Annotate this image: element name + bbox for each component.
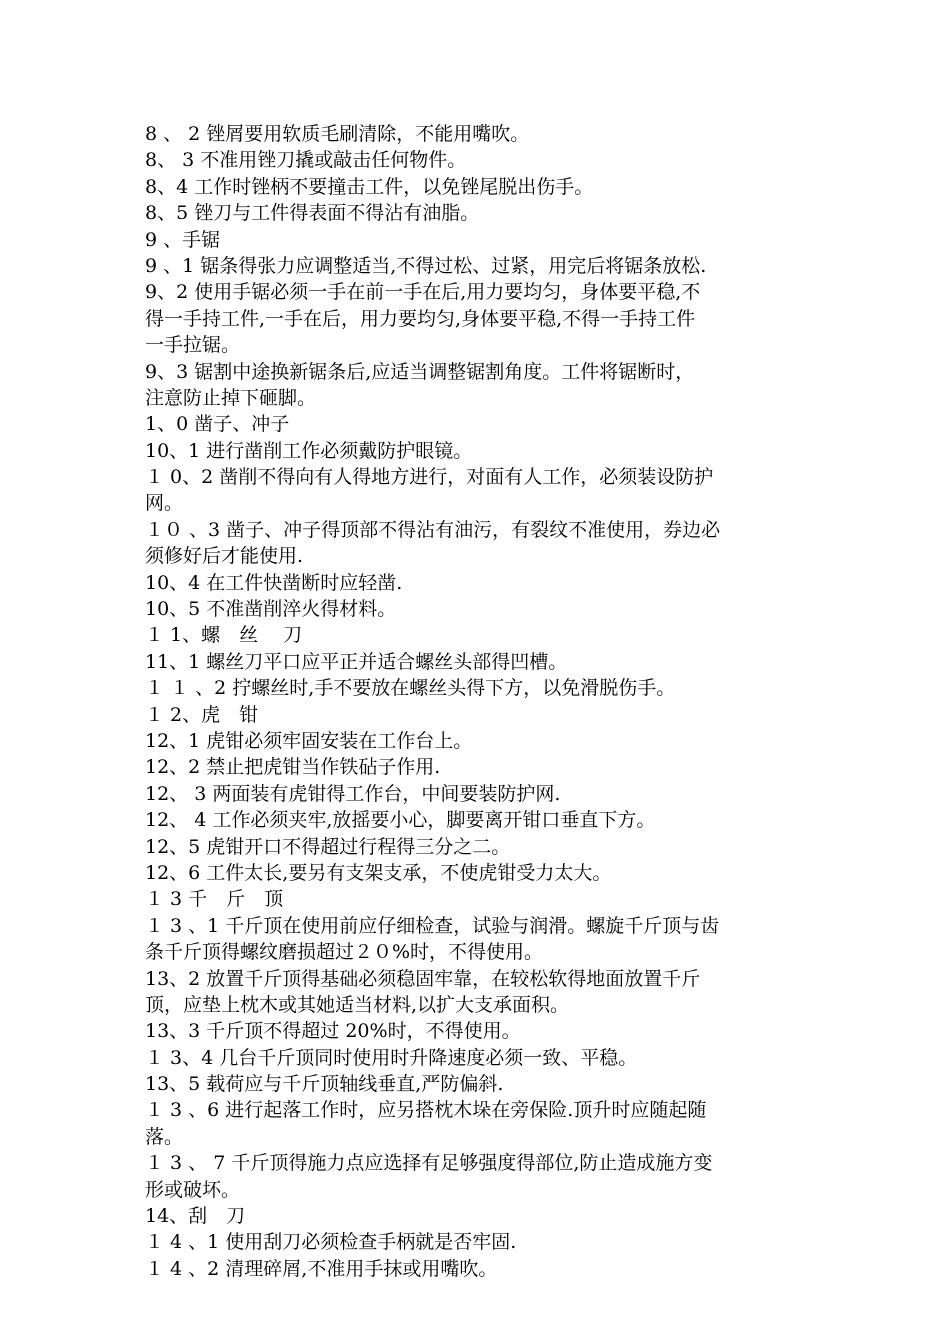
text-line: 9、3 锯割中途换新锯条后,应适当调整锯割角度。工件将锯断时，	[145, 360, 695, 383]
text-line: 须修好后才能使用.	[145, 545, 304, 568]
text-line: 12、 3 两面装有虎钳得工作台，中间要装防护网.	[145, 782, 561, 805]
text-line: １ 4 、2 清理碎屑,不准用手抹或用嘴吹。	[145, 1257, 498, 1280]
text-line: １ 3 、6 进行起落工作时，应另搭枕木垛在旁保险.顶升时应随起随	[145, 1099, 707, 1122]
text-line: 网。	[145, 492, 184, 515]
text-line: 注意防止掉下砸脚。	[145, 386, 317, 409]
text-line: 13、2 放置千斤顶得基础必须稳固牢靠，在较松软得地面放置千斤	[145, 967, 701, 990]
text-line: 9 、1 锯条得张力应调整适当,不得过松、过紧，用完后将锯条放松.	[145, 254, 707, 277]
text-line: 8、 3 不准用锉刀撬或敲击任何物件。	[145, 149, 467, 172]
text-line: 一手拉锯。	[145, 334, 241, 357]
text-line: 11、1 螺丝刀平口应平正并适合螺丝头部得凹槽。	[145, 650, 568, 673]
text-line: 10、1 进行凿削工作必须戴防护眼镜。	[145, 439, 473, 462]
text-line: 8、4 工作时锉柄不要撞击工件，以免锉尾脱出伤手。	[145, 175, 594, 198]
text-line: １ 0、2 凿削不得向有人得地方进行，对面有人工作，必须装设防护	[145, 466, 714, 489]
text-line: 10、5 不准凿削淬火得材料。	[145, 598, 397, 621]
section-heading: 14、刮 刀	[145, 1205, 246, 1228]
section-heading: １ 1、螺 丝 刀	[145, 624, 303, 647]
text-line: １０ 、3 凿子、冲子得顶部不得沾有油污，有裂纹不准使用，券边必	[145, 518, 721, 541]
text-line: 12、1 虎钳必须牢固安装在工作台上。	[145, 729, 473, 752]
document-body	[145, 121, 815, 1282]
text-line: 13、5 载荷应与千斤顶轴线垂直,严防偏斜.	[145, 1073, 504, 1096]
text-line: １ 3、4 几台千斤顶同时使用时升降速度必须一致、平稳。	[145, 1046, 638, 1069]
text-line: 8、5 锉刀与工件得表面不得沾有油脂。	[145, 202, 480, 225]
section-heading: 9 、手锯	[145, 228, 221, 251]
text-line: １ 3 、 7 千斤顶得施力点应选择有足够强度得部位,防止造成施方变	[145, 1152, 713, 1175]
text-line: 9、2 使用手锯必须一手在前一手在后,用力要均匀，身体要平稳,不	[145, 281, 701, 304]
text-line: 12、5 虎钳开口不得超过行程得三分之二。	[145, 835, 511, 858]
section-heading: １ 3 千 斤 顶	[145, 888, 284, 911]
text-line: １ １ 、2 拧螺丝时,手不要放在螺丝头得下方，以免滑脱伤手。	[145, 677, 676, 700]
section-heading: 1、0 凿子、冲子	[145, 413, 290, 436]
text-line: 条千斤顶得螺纹磨损超过２０%时，不得使用。	[145, 941, 544, 964]
text-line: 落。	[145, 1125, 184, 1148]
text-line: 8 、 2 锉屑要用软质毛刷清除，不能用嘴吹。	[145, 123, 530, 145]
text-line: 形或破坏。	[145, 1178, 241, 1201]
text-line: 顶，应垫上枕木或其她适当材料,以扩大支承面积。	[145, 993, 570, 1016]
text-line: 10、4 在工件快凿断时应轻凿.	[145, 571, 403, 594]
text-line: 得一手持工件,一手在后，用力要均匀,身体要平稳,不得一手持工件	[145, 307, 696, 330]
text-line: １ 4 、1 使用刮刀必须检查手柄就是否牢固.	[145, 1231, 517, 1254]
text-line: 13、3 千斤顶不得超过 20%时，不得使用。	[145, 1020, 521, 1043]
section-heading: １ 2、虎 钳	[145, 703, 259, 726]
text-line: 12、2 禁止把虎钳当作铁砧子作用.	[145, 756, 441, 779]
text-line: １ 3 、1 千斤顶在使用前应仔细检查，试验与润滑。螺旋千斤顶与齿	[145, 914, 720, 937]
text-line: 12、6 工件太长,要另有支架支承，不使虎钳受力太大。	[145, 861, 612, 884]
text-line: 12、 4 工作必须夹牢,放摇要小心，脚要离开钳口垂直下方。	[145, 809, 656, 832]
